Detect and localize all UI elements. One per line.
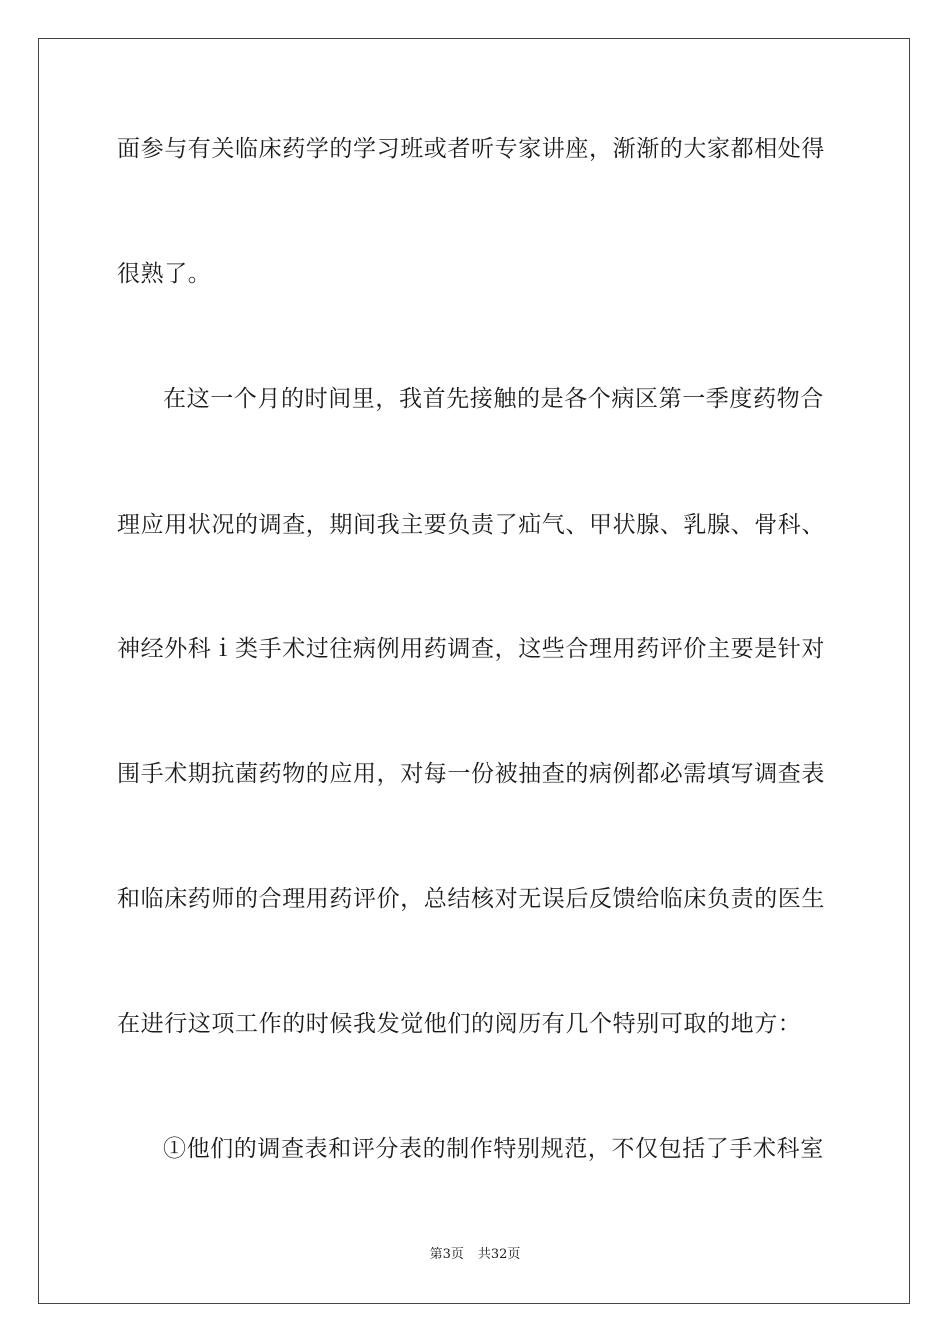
body-text-line-9: ①他们的调查表和评分表的制作特别规范，不仅包括了手术科室 — [163, 1136, 824, 1162]
body-text-line-5: 神经外科ｉ类手术过往病例用药调查，这些合理用药评价主要是针对 — [117, 636, 825, 662]
page-border — [38, 38, 910, 1304]
body-text-line-3: 在这一个月的时间里，我首先接触的是各个病区第一季度药物合 — [163, 386, 824, 412]
body-text-line-2: 很熟了。 — [117, 261, 212, 287]
page-number: 第3页 — [429, 1247, 464, 1262]
page-total: 共32页 — [477, 1247, 521, 1262]
body-text-line-4: 理应用状况的调查，期间我主要负责了疝气、甲状腺、乳腺、骨科、 — [117, 512, 825, 538]
body-text-line-8: 在进行这项工作的时候我发觉他们的阅历有几个特别可取的地方： — [117, 1011, 802, 1037]
page-footer — [0, 1246, 950, 1264]
body-text-line-1: 面参与有关临床药学的学习班或者听专家讲座，渐渐的大家都相处得 — [117, 136, 825, 162]
body-text-line-6: 围手术期抗菌药物的应用，对每一份被抽查的病例都必需填写调查表 — [117, 761, 825, 787]
body-text-line-7: 和临床药师的合理用药评价，总结核对无误后反馈给临床负责的医生 — [117, 886, 825, 912]
